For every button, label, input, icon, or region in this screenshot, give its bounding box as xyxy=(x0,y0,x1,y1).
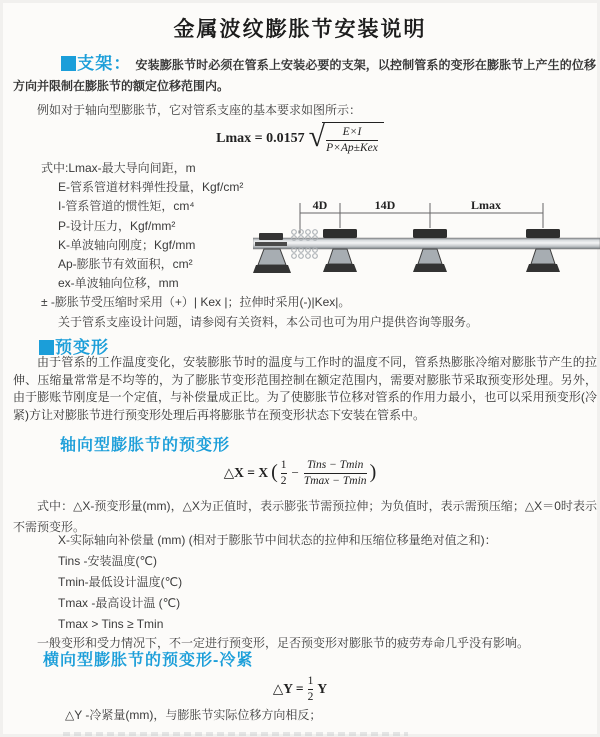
axial-item: Tins -安装温度(℃) xyxy=(58,554,158,568)
cropped-text-remnant xyxy=(63,732,408,736)
dim-label-lmax: Lmax xyxy=(471,198,501,212)
temp-denominator: Tmax − Tmin xyxy=(303,474,367,487)
service-note: 关于管系支座设计问题，请参阅有关资料，本公司也可为用户提供咨询等服务。 xyxy=(58,314,479,329)
lateral-heading: 横向型膨胀节的预变形-冷紧 xyxy=(43,652,254,669)
half-denominator: 2 xyxy=(280,474,287,487)
guide-support xyxy=(323,229,357,272)
predeform-paragraph: 由于管系的工作温度变化，安装膨胀节时的温度与工作时的温度不同，管系热膨胀冷缩对膨胀节产生的拉伸、压缩量常常是不均等的，为了膨胀节变形范围控制在额定范围内，需要对膨胀节采取预变形处理。另外，由于膨账节刚度是一个定值，与补偿量成正比。为了使膨胀节位移对管系的作用力最小，也可以采用预变形(冷紧)方让对膨胀节进行预变形处理后再将膨胀节在预变形状态下安装在管系中。 xyxy=(13,355,597,422)
guide-support xyxy=(526,229,560,272)
definition-line: 式中:Lmax-最大导向间距，m xyxy=(41,161,196,175)
support-lead-text: 安装膨胀节时必须在管系上安装必要的支架，以控制管系的变形在膨胀节上产生的位移方向并限制在膨胀节的额定位移范围内。 xyxy=(13,58,597,93)
predeform-heading: 预变形 xyxy=(55,338,109,357)
close-paren: ) xyxy=(369,461,377,484)
definition-line: P-设计压力，Kgf/mm² xyxy=(58,218,176,233)
blue-square-icon xyxy=(61,56,76,71)
radicand xyxy=(322,122,384,156)
lateral-note: △Y -冷紧量(mm)，与膨胀节实际位移方向相反； xyxy=(65,708,322,722)
pipe xyxy=(253,238,600,249)
lateral-formula xyxy=(3,674,597,705)
sqrt-sign: √ xyxy=(308,119,326,153)
lateral-denominator: 2 xyxy=(307,690,314,703)
definition-line: Ap-膨胀节有效面积，cm² xyxy=(58,257,193,272)
formula-prefix: Lmax = 0.0157 xyxy=(216,130,305,146)
axial-formula xyxy=(3,458,597,489)
support-example-text: 例如对于轴向型膨胀节，它对管系支座的基本要求如图所示： xyxy=(37,103,362,117)
definition-line: I-管系管道的惯性矩，cm⁴ xyxy=(58,199,195,214)
axial-heading: 轴向型膨胀节的预变形 xyxy=(60,437,231,454)
lateral-numerator: 1 xyxy=(307,675,314,687)
definition-line: ± -膨胀节受压缩时采用（+）| Kex |；拉伸时采用(-)|Kex|。 xyxy=(41,295,351,310)
guide-support xyxy=(413,229,447,272)
open-paren: ( xyxy=(271,461,278,484)
support-section xyxy=(13,53,596,121)
axial-item: Tmax -最高设计温 (℃) xyxy=(58,596,181,610)
dim-label-14d: 14D xyxy=(374,198,396,212)
lateral-formula-lhs: △Y = xyxy=(272,681,304,697)
page-title: 金属波纹膨胀节安装说明 xyxy=(173,18,427,41)
minus-sign: − xyxy=(291,465,299,481)
formula-numerator: E×I xyxy=(342,126,362,138)
axial-variable-list xyxy=(58,530,497,635)
temp-numerator: Tins − Tmin xyxy=(307,459,364,471)
dimension-lines xyxy=(300,203,543,233)
pipe-support-diagram xyxy=(253,195,600,291)
lmax-formula xyxy=(3,119,597,156)
lateral-formula-rhs: Y xyxy=(317,681,328,697)
definition-line: E-管系管道材料弹性投量，Kgf/cm² xyxy=(58,180,244,195)
axial-item: X-实际轴向补偿量 (mm) (相对于膨胀节中间状态的拉伸和压缩位移量绝对值之和)： xyxy=(58,533,497,547)
support-paragraph xyxy=(13,53,596,97)
axial-note: 一般变形和受力情况下，不一定进行预变形，足否预变形对膨胀节的疲劳寿命几乎没有影响。 xyxy=(37,636,530,650)
definition-line: K-单波轴向刚度；Kgf/mm xyxy=(58,237,196,252)
half-numerator: 1 xyxy=(280,459,287,471)
axial-description: 式中：△X-预变形量(mm)，△X为正值时，表示膨张节需预拉伸；为负值时，表示需预压缩；△X＝0时表示不需预变形。 xyxy=(13,499,597,534)
dim-label-4d: 4D xyxy=(312,198,328,212)
axial-formula-lhs: △X = X xyxy=(223,465,269,481)
support-heading: 支架： xyxy=(77,54,132,73)
blue-square-icon xyxy=(39,340,54,355)
axial-item: Tmin-最低设计温度(℃) xyxy=(58,575,183,589)
formula-denominator: P×Ap±Kex xyxy=(326,141,378,154)
definition-line: ex-单波轴向位移，mm xyxy=(58,276,179,291)
axial-item: Tmax > Tins ≥ Tmin xyxy=(58,617,164,631)
